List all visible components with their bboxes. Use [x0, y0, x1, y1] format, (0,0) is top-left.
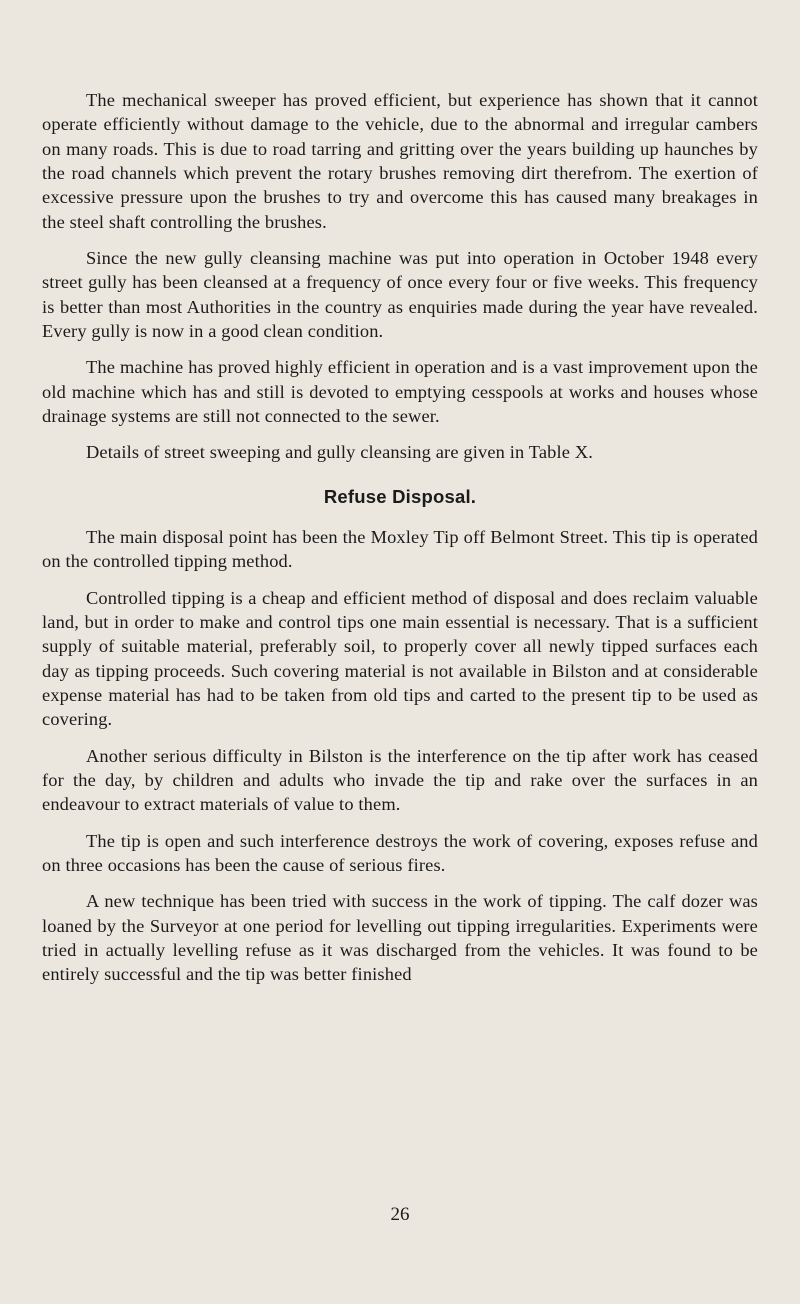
- paragraph-interference: Another serious difficulty in Bilston is the interference on the tip after work has ceased for the day, by children and adults who invade the tip and rake over the surfaces in an endeavour to extract materials of value to them.: [42, 745, 758, 815]
- paragraph-disposal-point: The main disposal point has been the Moxley Tip off Belmont Street. This tip is operated on the controlled tipping method.: [42, 526, 758, 572]
- page-number: 26: [390, 1204, 410, 1225]
- paragraph-gully-cleansing: Since the new gully cleansing machine was put into operation in October 1948 every street gully has been cleansed at a frequency of once every four or five weeks. This frequency is better than most Authorities in the country as enquiries made during the year have revealed. Every gully is now in a good clean condition.: [42, 248, 758, 342]
- paragraph-mechanical-sweeper: The mechanical sweeper has proved efficient, but experience has shown that it cannot operate efficiently without damage to the vehicle, due to the abnormal and irregular cambers on many roads. This is due to road tarring and gritting over the years building up haunches by the road channels which prevent the rotary brushes removing dirt therefrom. The exertion of excessive pressure upon the brushes to try and overcome this has caused many breakages in the steel shaft controlling the brushes.: [42, 90, 758, 232]
- paragraph-machine-efficiency: The machine has proved highly efficient in operation and is a vast improvement upon the old machine which has and still is devoted to emptying cesspools at works and houses whose drainage systems are still not connected to the sewer.: [42, 357, 758, 427]
- paragraph-controlled-tipping: Controlled tipping is a cheap and efficient method of disposal and does reclaim valuable land, but in order to make and control tips one main essential is necessary. That is a sufficient supply of suitable material, preferably soil, to properly cover all newly tipped surfaces each day as tipping proceeds. Such covering material is not available in Bilston and at considerable expense material has had to be taken from old tips and carted to the present tip to be used as covering.: [42, 587, 758, 730]
- page-content: [42, 88, 758, 987]
- section-heading: Refuse Disposal.: [323, 485, 477, 507]
- paragraph-fires: The tip is open and such interference destroys the work of covering, exposes refuse and on three occasions has been the cause of serious fires.: [42, 830, 758, 875]
- paragraph-new-technique: A new technique has been tried with success in the work of tipping. The calf dozer was loaned by the Surveyor at one period for levelling out tipping irregularities. Experiments were tried in actually levelling refuse as it was discharged from the vehicles. It was found to be entirely successful and the tip was better finished: [42, 891, 758, 985]
- paragraph-table-reference: Details of street sweeping and gully cleansing are given in Table X.: [86, 442, 594, 463]
